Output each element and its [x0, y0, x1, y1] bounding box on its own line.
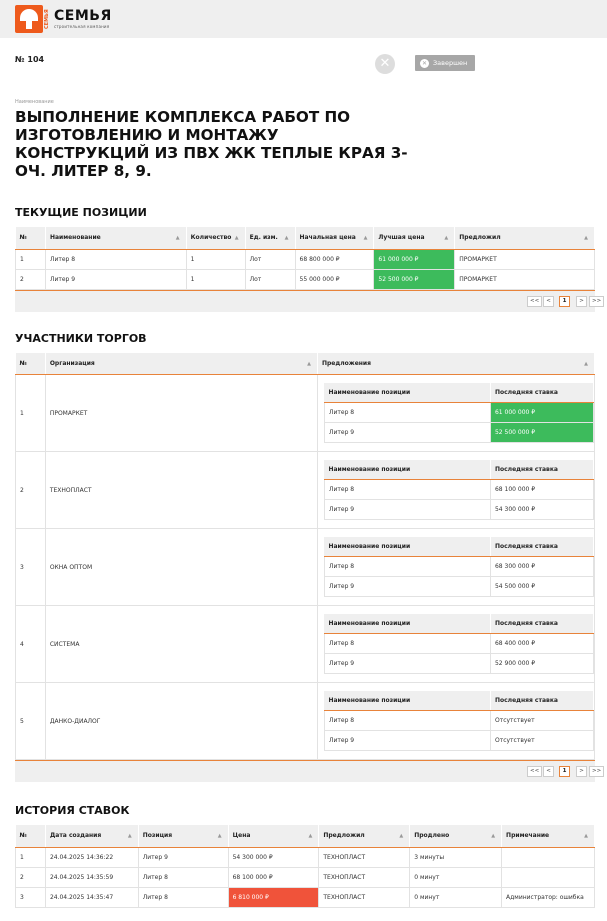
bids-header-row — [324, 691, 593, 711]
table-cell: 55 000 000 ₽ — [295, 269, 374, 289]
participant-number: 2 — [16, 452, 46, 529]
bids-table — [324, 614, 594, 675]
bid-position: Литер 8 — [324, 634, 490, 654]
bid-position: Литер 8 — [324, 403, 490, 423]
pager-first-button[interactable]: << — [527, 766, 542, 777]
column-header[interactable] — [410, 825, 502, 847]
table-cell: 1 — [16, 249, 46, 269]
section-participants: УЧАСТНИКИ ТОРГОВ — [15, 331, 147, 345]
sort-icon[interactable]: ▲ — [491, 833, 496, 839]
column-header[interactable] — [45, 825, 138, 847]
participant-org: ДАНКО-ДИАЛОГ — [45, 683, 317, 760]
column-header[interactable] — [45, 353, 317, 375]
status-label: Завершен — [433, 59, 468, 67]
bid-row — [324, 500, 593, 520]
participant-bids — [317, 375, 594, 452]
bids-header: Наименование позиции — [324, 460, 490, 480]
table-cell: 2 — [16, 269, 46, 289]
participant-number: 3 — [16, 529, 46, 606]
table-row — [16, 249, 595, 269]
bids-header-row — [324, 383, 593, 403]
status-x-icon: ✕ — [421, 59, 428, 67]
table-cell: Лот — [245, 269, 295, 289]
logo-icon[interactable] — [15, 5, 43, 33]
pager-participants — [15, 760, 602, 782]
sort-icon[interactable]: ▲ — [399, 833, 404, 839]
column-header[interactable] — [245, 227, 295, 249]
section-current: ТЕКУЩИЕ ПОЗИЦИИ — [15, 206, 147, 219]
column-header-label: Наименование — [49, 234, 101, 242]
sort-icon[interactable]: ▲ — [127, 833, 132, 839]
status-badge — [415, 55, 475, 71]
column-header[interactable] — [16, 227, 46, 249]
logo-subtitle: строительная компания — [54, 24, 110, 29]
table-cell: ТЕХНОПЛАСТ — [319, 847, 410, 867]
bid-value: 52 900 000 ₽ — [490, 654, 593, 674]
table-cell: 3 — [16, 887, 46, 907]
table-cell: 1 — [186, 249, 245, 269]
table-cell: ПРОМАРКЕТ — [455, 249, 595, 269]
column-header[interactable] — [45, 227, 186, 249]
column-header[interactable] — [502, 825, 595, 847]
table-cell: 6 810 000 ₽ — [228, 887, 319, 907]
bids-header: Последняя ставка — [490, 614, 593, 634]
bids-header-row — [324, 460, 593, 480]
bids-header-row — [324, 614, 593, 634]
column-header[interactable] — [317, 353, 594, 375]
column-header-label: Позиция — [142, 832, 173, 840]
participant-number: 1 — [16, 375, 46, 452]
column-header-label: № — [19, 234, 27, 242]
table-cell: 68 800 000 ₽ — [295, 249, 374, 269]
pager-next-button[interactable]: > — [576, 296, 587, 307]
bid-history-table — [15, 825, 595, 908]
site-header — [0, 0, 607, 38]
sort-icon[interactable]: ▲ — [284, 235, 289, 241]
bid-position: Литер 9 — [324, 500, 490, 520]
column-header[interactable] — [16, 825, 46, 847]
table-cell: 0 минут — [410, 887, 502, 907]
column-header[interactable] — [455, 227, 595, 249]
table-cell: 1 — [186, 269, 245, 289]
bids-table — [324, 460, 594, 521]
column-header-label: Ед. изм. — [249, 234, 278, 242]
participant-bids — [317, 683, 594, 760]
participant-bids — [317, 606, 594, 683]
bids-header: Последняя ставка — [490, 691, 593, 711]
logo-side-text: СЕМЬЯ — [44, 9, 50, 29]
participant-org: СИСТЕМА — [45, 606, 317, 683]
bid-position: Литер 8 — [324, 711, 490, 731]
column-header[interactable] — [374, 227, 455, 249]
column-header[interactable] — [138, 825, 228, 847]
table-cell: Литер 9 — [45, 269, 186, 289]
bid-row — [324, 711, 593, 731]
column-header-label: № — [19, 832, 27, 840]
table-cell: 1 — [16, 847, 46, 867]
column-header-label: Предложил — [459, 234, 501, 242]
column-header-label: Цена — [232, 832, 251, 840]
bid-row — [324, 557, 593, 577]
sort-icon[interactable]: ▲ — [234, 235, 239, 241]
pager-last-button[interactable]: >> — [589, 766, 604, 777]
pager-current — [15, 290, 602, 312]
current-positions-table — [15, 227, 595, 290]
column-header[interactable] — [295, 227, 374, 249]
bid-row — [324, 654, 593, 674]
sort-icon[interactable]: ▲ — [217, 833, 222, 839]
column-header-label: Начальная цена — [299, 234, 356, 242]
table-row — [16, 269, 595, 289]
table-cell: ТЕХНОПЛАСТ — [319, 867, 410, 887]
participant-org: ПРОМАРКЕТ — [45, 375, 317, 452]
table-cell: 3 минуты — [410, 847, 502, 867]
section-history: ИСТОРИЯ СТАВОК — [15, 804, 130, 817]
bids-header: Последняя ставка — [490, 537, 593, 557]
table-cell: 52 500 000 ₽ — [374, 269, 455, 289]
column-header-label: Предложения — [321, 359, 371, 367]
participant-bids — [317, 529, 594, 606]
bids-header: Наименование позиции — [324, 691, 490, 711]
pager-page-button[interactable]: 1 — [559, 296, 570, 307]
close-icon[interactable]: ✕ — [375, 54, 395, 74]
bids-header: Последняя ставка — [490, 460, 593, 480]
sort-icon[interactable]: ▲ — [584, 235, 588, 241]
bid-position: Литер 9 — [324, 577, 490, 597]
bid-value: 68 300 000 ₽ — [490, 557, 593, 577]
bid-value: 61 000 000 ₽ — [490, 403, 593, 423]
pager-prev-button[interactable]: < — [543, 296, 554, 307]
bids-header: Наименование позиции — [324, 383, 490, 403]
bids-table — [324, 537, 594, 598]
bid-value: 68 100 000 ₽ — [490, 480, 593, 500]
sort-icon[interactable]: ▲ — [584, 360, 588, 367]
pager-prev-button[interactable]: < — [543, 766, 554, 777]
table-cell: 54 300 000 ₽ — [228, 847, 319, 867]
table-cell: 68 100 000 ₽ — [228, 867, 319, 887]
column-header-label: Дата создания — [49, 832, 102, 840]
bid-value: 68 400 000 ₽ — [490, 634, 593, 654]
bids-header-row — [324, 537, 593, 557]
table-cell: 24.04.2025 14:35:59 — [45, 867, 138, 887]
page-title: ВЫПОЛНЕНИЕ КОМПЛЕКСА РАБОТ ПО ИЗГОТОВЛЕНИЮ И МОНТАЖУ КОНСТРУКЦИЙ ИЗ ПВХ ЖК ТЕПЛЫЕ КРАЯ 3-ОЧ. ЛИТЕР 8, 9. — [15, 108, 408, 180]
column-header-label: Лучшая цена — [378, 234, 425, 242]
table-cell — [502, 867, 595, 887]
table-cell: Литер 8 — [138, 887, 228, 907]
logo[interactable] — [54, 9, 112, 29]
table-cell: Литер 8 — [138, 867, 228, 887]
bid-value: 52 500 000 ₽ — [490, 423, 593, 443]
sort-icon[interactable]: ▲ — [308, 833, 313, 839]
table-row — [16, 867, 595, 887]
logo-name: СЕМЬЯ — [54, 8, 112, 24]
column-header[interactable] — [319, 825, 410, 847]
column-header-label: Предложил — [323, 832, 365, 840]
bid-value: 54 300 000 ₽ — [490, 500, 593, 520]
participant-number: 5 — [16, 683, 46, 760]
bids-header: Наименование позиции — [324, 614, 490, 634]
participant-bids — [317, 452, 594, 529]
participant-row — [16, 452, 595, 529]
bid-position: Литер 8 — [324, 480, 490, 500]
participant-org: ТЕХНОПЛАСТ — [45, 452, 317, 529]
bid-row — [324, 480, 593, 500]
bid-row — [324, 403, 593, 423]
column-header-label: Примечание — [506, 832, 550, 840]
table-cell: ТЕХНОПЛАСТ — [319, 887, 410, 907]
bid-value: 54 500 000 ₽ — [490, 577, 593, 597]
column-header-label: Организация — [49, 359, 95, 367]
column-header[interactable] — [16, 353, 46, 375]
pager-next-button[interactable]: > — [576, 766, 587, 777]
table-cell: Администратор: ошибка — [502, 887, 595, 907]
pager-last-button[interactable]: >> — [589, 296, 604, 307]
table-cell: 0 минут — [410, 867, 502, 887]
bids-table — [324, 383, 594, 444]
table-row — [16, 847, 595, 867]
participant-row — [16, 375, 595, 452]
pager-first-button[interactable]: << — [527, 296, 542, 307]
participant-row — [16, 529, 595, 606]
bids-table — [324, 691, 594, 752]
participant-row — [16, 606, 595, 683]
table-cell: 24.04.2025 14:36:22 — [45, 847, 138, 867]
table-cell: ПРОМАРКЕТ — [455, 269, 595, 289]
column-header-label: № — [19, 359, 27, 367]
participant-row — [16, 683, 595, 760]
participants-table — [15, 353, 595, 761]
sort-icon[interactable]: ▲ — [363, 235, 368, 241]
sort-icon[interactable]: ▲ — [175, 235, 180, 241]
bid-position: Литер 9 — [324, 423, 490, 443]
sort-icon[interactable]: ▲ — [307, 360, 311, 367]
participant-number: 4 — [16, 606, 46, 683]
participant-org: ОКНА ОПТОМ — [45, 529, 317, 606]
bid-value: Отсутствует — [490, 731, 593, 751]
bids-header: Наименование позиции — [324, 537, 490, 557]
bid-row — [324, 577, 593, 597]
bid-row — [324, 634, 593, 654]
pager-page-button[interactable]: 1 — [559, 766, 570, 777]
bid-position: Литер 8 — [324, 557, 490, 577]
bid-row — [324, 731, 593, 751]
lot-number: № 104 — [15, 55, 45, 64]
column-header-label: Продлено — [414, 832, 450, 840]
table-cell — [502, 847, 595, 867]
table-cell: 24.04.2025 14:35:47 — [45, 887, 138, 907]
bid-position: Литер 9 — [324, 654, 490, 674]
column-header-label: Количество — [190, 234, 232, 242]
bid-position: Литер 9 — [324, 731, 490, 751]
table-cell: Лот — [245, 249, 295, 269]
column-header[interactable] — [186, 227, 245, 249]
sort-icon[interactable]: ▲ — [584, 833, 588, 839]
table-cell: Литер 9 — [138, 847, 228, 867]
bid-row — [324, 423, 593, 443]
column-header[interactable] — [228, 825, 319, 847]
table-cell: 2 — [16, 867, 46, 887]
name-label: Наименование — [15, 99, 54, 105]
table-row — [16, 887, 595, 907]
table-cell: Литер 8 — [45, 249, 186, 269]
sort-icon[interactable]: ▲ — [444, 235, 449, 241]
bids-header: Последняя ставка — [490, 383, 593, 403]
table-cell: 61 000 000 ₽ — [374, 249, 455, 269]
bid-value: Отсутствует — [490, 711, 593, 731]
